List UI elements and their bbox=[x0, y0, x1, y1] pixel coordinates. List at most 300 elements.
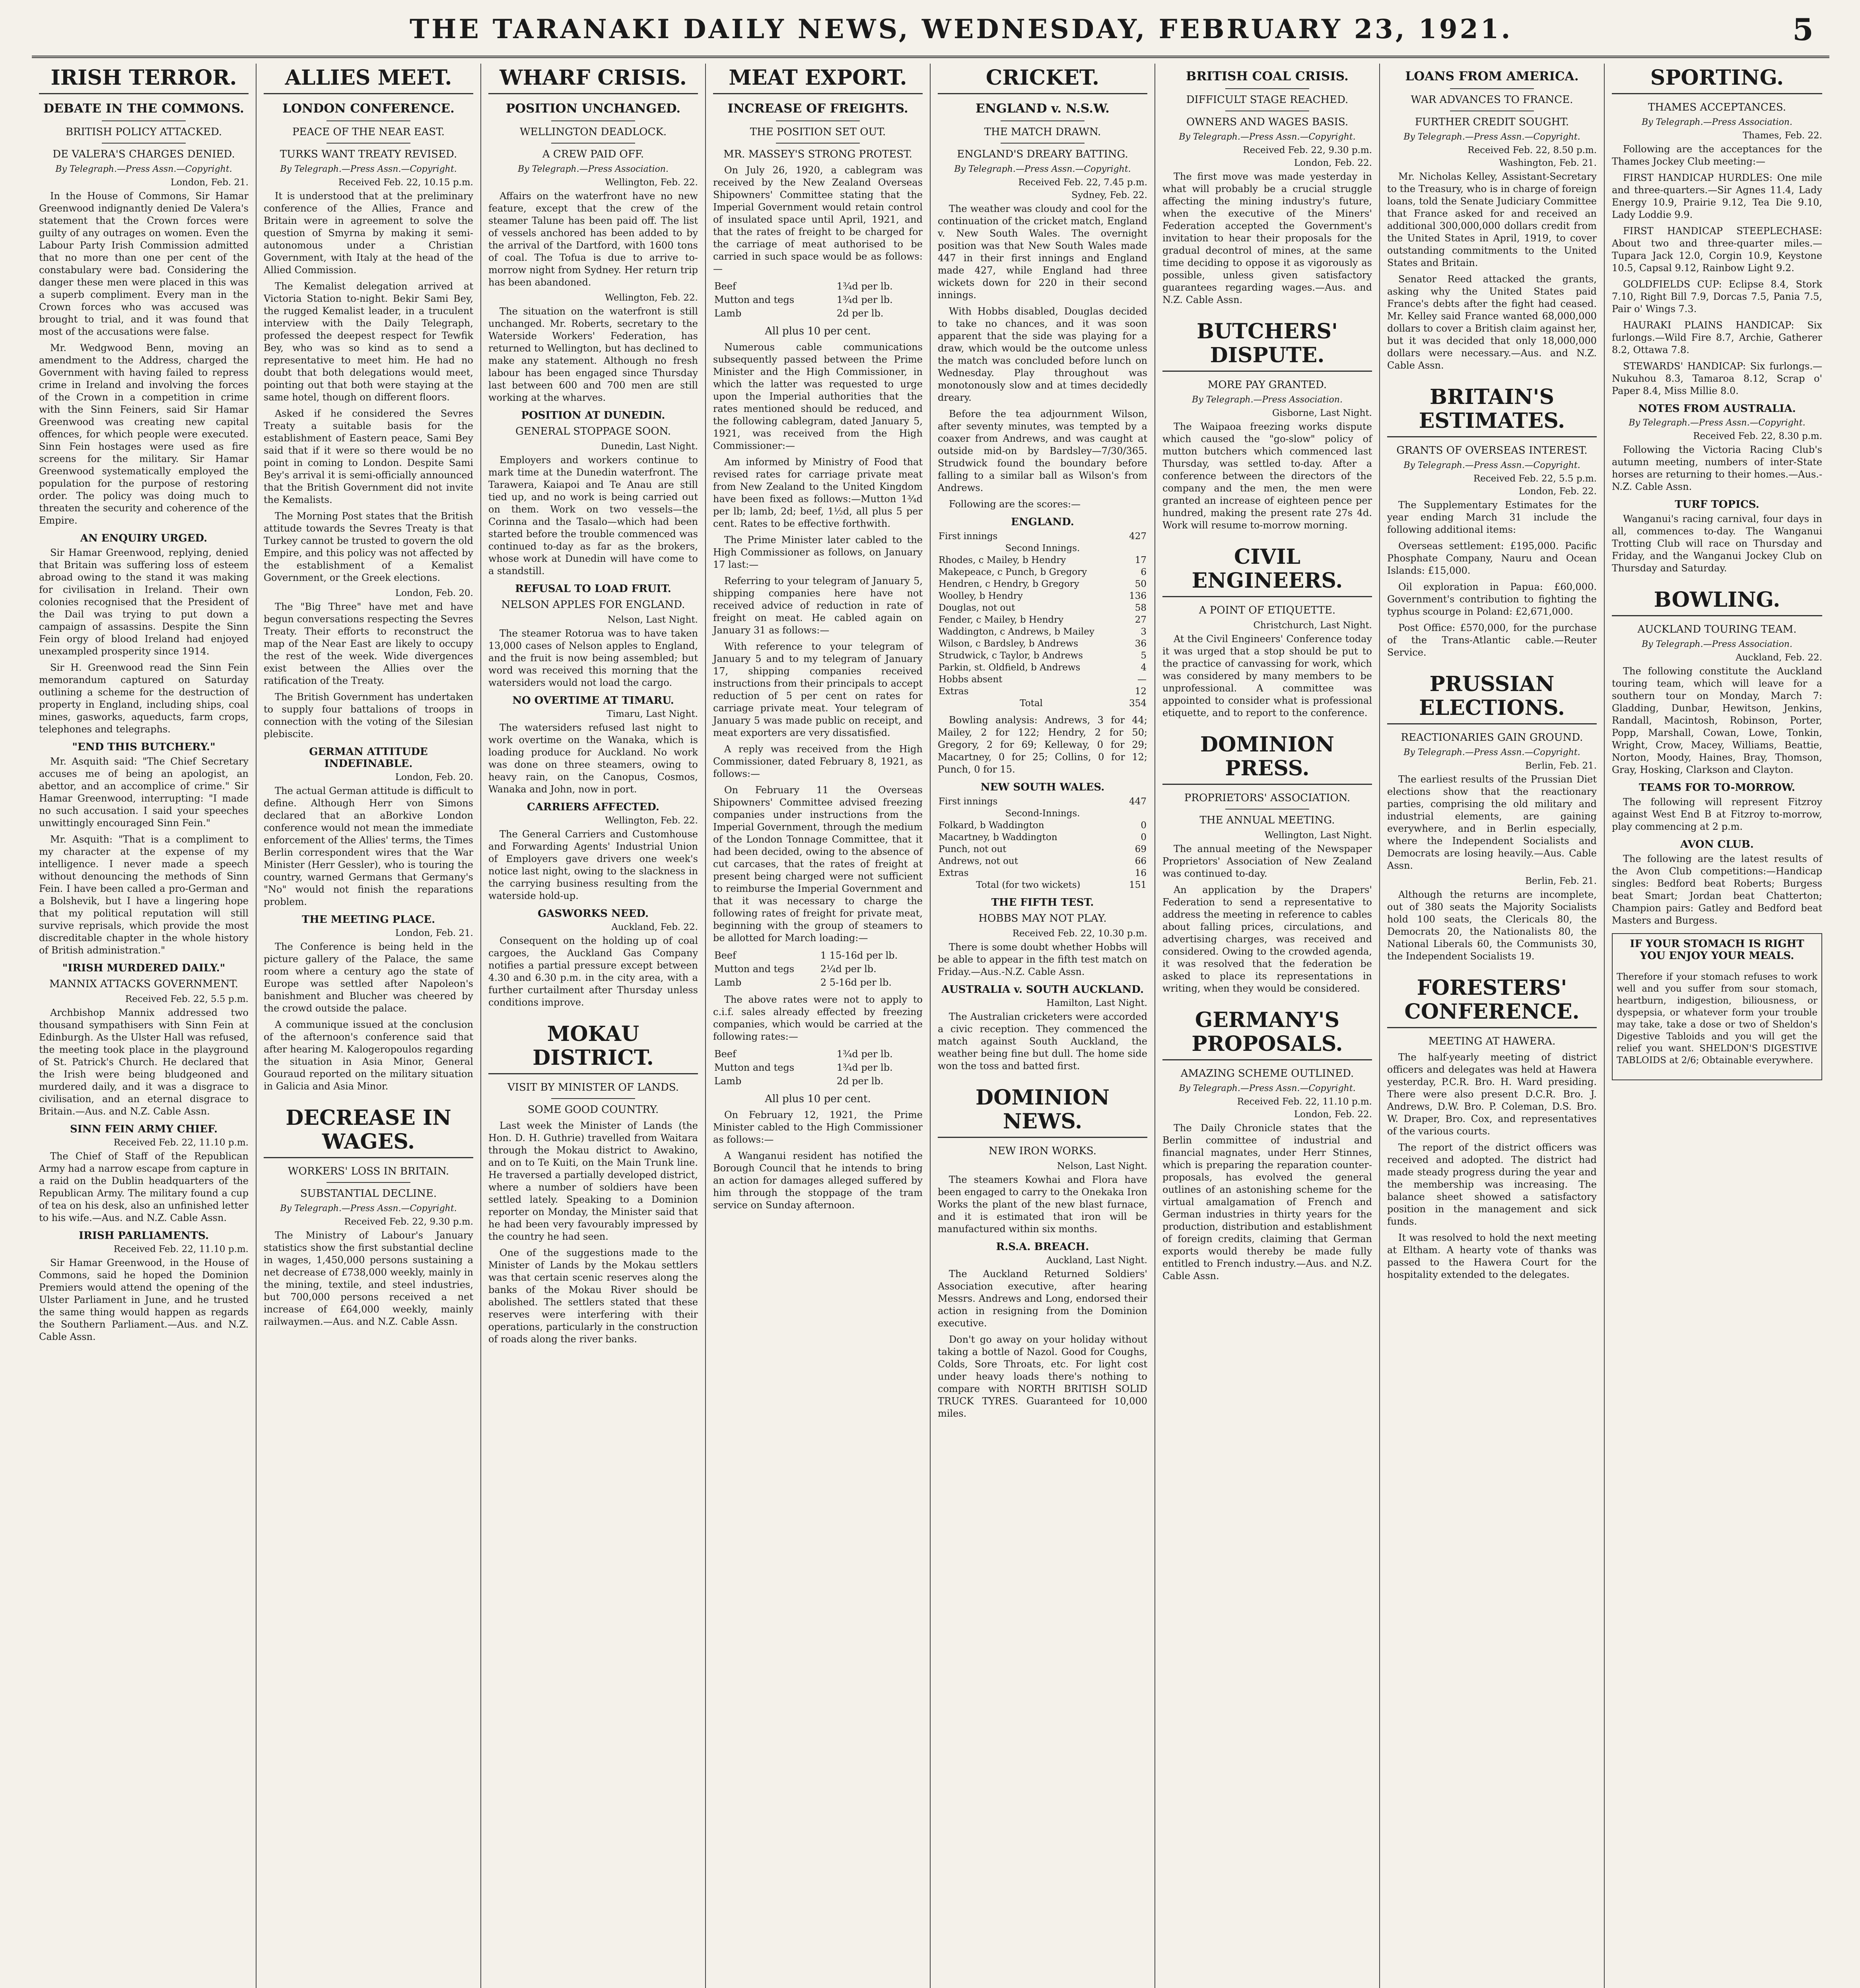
advertisement: Don't go away on your holiday without taking a bottle of Nazol. Good for Coughs, Colds, Sore Throats, etc. For light cost under heavy loads there's nothing to compare with NORTH BRITISH SOLID TRUCK TYRES. Guaranteed for 10,000 miles. bbox=[938, 1334, 1147, 1419]
innings-label: First innings bbox=[939, 531, 998, 542]
section-heading: "IRISH MURDERED DAILY." bbox=[62, 962, 225, 974]
headline: BRITISH COAL CRISIS. bbox=[1186, 69, 1349, 83]
paragraph: The Daily Chronicle states that the Berlin committee of industrial and financial magnates, under Herr Stinnes, which is preparing the reparation counter-proposals, has evolved the general outlines of an astonishing scheme for the virtual amalgamation of French and German industries in thirty years for the production, distribution and establishment of foreign credits, claiming that German exports would thereby be made fully entitled to French industry.—Aus. and N.Z. Cable Assn. bbox=[1162, 1122, 1372, 1281]
rate-value: 1¾d per lb. bbox=[836, 294, 893, 305]
dateline: Wellington, Feb. 22. bbox=[605, 293, 698, 303]
subheading: MEETING AT HAWERA. bbox=[1428, 1035, 1556, 1047]
divider bbox=[776, 143, 860, 144]
paragraph: Mr. Nicholas Kelley, Assistant-Secretary to the Treasury, who is in charge of foreign loans, told the Senate Judiciary Committee that France asked for and received an additional 300,000,000 dollars credit from the United States in April, 1919, to cover outstanding commitments to the United States and Britain. bbox=[1387, 171, 1597, 268]
table-row bbox=[714, 293, 922, 306]
divider bbox=[327, 120, 410, 121]
subheading: A POINT OF ETIQUETTE. bbox=[1199, 604, 1336, 616]
table-row bbox=[714, 307, 922, 320]
paragraph: Sir H. Greenwood read the Sinn Fein memorandum captured on Saturday outlining a scheme for the destruction of property in England, including ships, coal mines, gasworks, aqueducts, farm crops, telephones and telegraphs. bbox=[39, 662, 249, 735]
section-heading: NO OVERTIME AT TIMARU. bbox=[512, 695, 674, 707]
paragraph: On February 12, 1921, the Prime Minister cabled to the High Commissioner as follows:— bbox=[713, 1109, 923, 1145]
runs: 16 bbox=[1135, 868, 1147, 878]
dateline: London, Feb. 22. bbox=[1518, 486, 1597, 497]
headline: BOWLING. bbox=[1612, 588, 1822, 616]
section-heading: REFUSAL TO LOAD FRUIT. bbox=[515, 583, 671, 595]
story-dominion-press bbox=[1162, 733, 1372, 995]
divider bbox=[1001, 120, 1085, 121]
rate-value: 2d per lb. bbox=[836, 1076, 884, 1087]
subheading: ENGLAND'S DREARY BATTING. bbox=[957, 148, 1128, 160]
table-row bbox=[938, 614, 1147, 626]
story-germany-proposals bbox=[1162, 1008, 1372, 1282]
column-2 bbox=[257, 64, 481, 1988]
table-row bbox=[714, 1075, 922, 1087]
batsman: Macartney, b Waddington bbox=[939, 832, 1057, 843]
dateline: London, Feb. 22. bbox=[1294, 158, 1372, 168]
paragraph: In the House of Commons, Sir Hamar Greenwood indignantly denied De Valera's statement that the Crown forces were guilty of any outrages on women. Even the Labour Party Irish Commission admitted that no more than one per cent of the constabulary were bad. Considering the danger these men were placed in this was a superb compliment. Every man in the Crown forces who was accused was brought to trial, and it was found that most of the accusations were false. bbox=[39, 190, 249, 337]
story-butchers-dispute bbox=[1162, 320, 1372, 532]
rates-note: All plus 10 per cent. bbox=[765, 1093, 871, 1105]
story-britains-estimates bbox=[1387, 385, 1597, 659]
batsman: Hobbs absent bbox=[939, 674, 1003, 685]
paragraph: FIRST HANDICAP HURDLES: One mile and three-quarters.—Sir Agnes 11.4, Lady Energy 10.9, Prairie 9.12, Tea Die 9.10, Lady Loddie 9.9. bbox=[1612, 172, 1822, 220]
paragraph: The Prime Minister later cabled to the High Commissioner as follows, on January 17 last:— bbox=[713, 534, 923, 570]
dateline: Washington, Feb. 21. bbox=[1499, 158, 1597, 168]
divider bbox=[327, 1182, 410, 1183]
rate-item: Mutton and tegs bbox=[714, 1062, 795, 1073]
paragraph: An application by the Drapers' Federation to send a representative to address the meeting in reference to cables about falling prices, circulations, and advertising charges, was received and considered. Owing to the crowded agenda, it was resolved that the federation be asked to place its representations in writing, when they would be considered. bbox=[1162, 884, 1372, 994]
column-1 bbox=[32, 64, 257, 1988]
table-row bbox=[714, 976, 922, 989]
headline: BUTCHERS' DISPUTE. bbox=[1162, 320, 1372, 372]
subheading: WELLINGTON DEADLOCK. bbox=[519, 126, 667, 138]
table-row bbox=[938, 554, 1147, 566]
freight-rates-table bbox=[713, 1047, 923, 1088]
innings-label: Second Innings. bbox=[1005, 543, 1080, 553]
batsman: Extras bbox=[939, 686, 969, 697]
dateline: Received Feb. 22, 9.30 p.m. bbox=[344, 1217, 473, 1227]
dateline: Received Feb. 22, 10.30 p.m. bbox=[1012, 928, 1147, 939]
subheading: THE MATCH DRAWN. bbox=[984, 126, 1101, 138]
scoreboard-england bbox=[938, 530, 1147, 709]
table-row bbox=[938, 697, 1147, 709]
runs: 0 bbox=[1141, 820, 1147, 831]
column-4 bbox=[706, 64, 931, 1988]
subheading: MR. MASSEY'S STRONG PROTEST. bbox=[723, 148, 912, 160]
paragraph: HAURAKI PLAINS HANDICAP: Six furlongs.—Wild Fire 8.7, Archie, Gatherer 8.2, Ottawa 7.8. bbox=[1612, 320, 1822, 355]
column-7 bbox=[1380, 64, 1605, 1988]
batsman: Rhodes, c Mailey, b Hendry bbox=[939, 555, 1066, 565]
ad-text: Therefore if your stomach refuses to work well and you suffer from sour stomach, heartburn, indigestion, biliousness, or dyspepsia, or whatever form your trouble may take, take a dose or two of Sheldon's Digestive Tabloids and you will get the relief you want. SHELDON'S DIGESTIVE TABLOIDS at 2/6; Obtainable everywhere. bbox=[1617, 972, 1817, 1066]
paragraph: Mr. Asquith: "That is a compliment to my character at the expense of my intelligence. I never made a speech without denouncing the methods of Sinn Fein. I have been called a pro-German and a Bolshevik, but I have a lingering hope that my political reputation will still survive reprisals, which provide the most discreditable chapter in the whole history of British administration." bbox=[39, 834, 249, 956]
section-heading: CARRIERS AFFECTED. bbox=[527, 801, 659, 813]
divider bbox=[1225, 88, 1309, 89]
story-prussian-elections bbox=[1387, 672, 1597, 963]
paragraph: The British Government has undertaken to supply four battalions of troops in connection with the voting of the Silesian plebiscite. bbox=[264, 691, 473, 740]
subheading: NEW IRON WORKS. bbox=[988, 1145, 1097, 1157]
rate-value: 2 5-16d per lb. bbox=[820, 977, 892, 988]
table-row bbox=[938, 674, 1147, 685]
paragraph: Referring to your telegram of January 5, shipping companies here have not received advice of reduction in rate of freight on meat. He cabled again on January 31 as follows:— bbox=[713, 575, 923, 636]
paragraph: Sir Hamar Greenwood, replying, denied that Britain was suffering loss of esteem abroad owing to the stand it was making for civilisation in Ireland. Their own colonies recognised that the President of the Dail was trying to put down a campaign of assassins. Despite the Sinn Fein orgy of blood Ireland had enjoyed unexampled prosperity since 1914. bbox=[39, 547, 249, 657]
byline: By Telegraph.—Press Association. bbox=[1642, 117, 1792, 127]
dateline: Nelson, Last Night. bbox=[607, 615, 698, 625]
rate-item: Mutton and tegs bbox=[714, 294, 795, 305]
paragraph: The Ministry of Labour's January statistics show the first substantial decline in wages, 1,450,000 persons sustaining a net decrease of £738,000 weekly, mainly in the mining, textile, and steel industries, but 700,000 persons received a net increase of £64,000 weekly, mainly railwaymen.—Aus. and N.Z. Cable Assn. bbox=[264, 1230, 473, 1327]
paragraph: Following are the scores:— bbox=[949, 499, 1081, 510]
story-foresters-conference bbox=[1387, 976, 1597, 1281]
dateline: Dunedin, Last Night. bbox=[601, 441, 698, 452]
headline: CIVIL ENGINEERS. bbox=[1162, 545, 1372, 597]
dateline: Received Feb. 22, 5.5 p.m. bbox=[1473, 474, 1597, 484]
batsman: Woolley, b Hendry bbox=[939, 591, 1023, 601]
subheading: PROPRIETORS' ASSOCIATION. bbox=[1184, 792, 1351, 804]
paragraph: Overseas settlement: £195,000. Pacific Phosphate Company, Nauru and Ocean Islands: £15,000. bbox=[1387, 540, 1597, 576]
batsman: Hendren, c Hendry, b Gregory bbox=[939, 579, 1079, 589]
batsman: Extras bbox=[939, 868, 969, 878]
freight-rates-table bbox=[713, 948, 923, 990]
batsman: Makepeace, c Punch, b Gregory bbox=[939, 567, 1087, 577]
paragraph: Following the Victoria Racing Club's autumn meeting, numbers of inter-State horses are returning to their homes.—Aus.-N.Z. Cable Assn. bbox=[1612, 444, 1822, 492]
dateline: Received Feb. 22, 11.10 p.m. bbox=[113, 1244, 249, 1254]
story-sporting bbox=[1612, 66, 1822, 575]
rate-item: Lamb bbox=[714, 977, 742, 988]
table-row bbox=[938, 819, 1147, 831]
section-heading: TEAMS FOR TO-MORROW. bbox=[1639, 782, 1795, 794]
paragraph: Am informed by Ministry of Food that revised rates for carriage private meat from New Zealand to the United Kingdom have been fixed as follows:—Mutton 1¾d per lb; lamb, 2d; beef, 1½d, all plus 5 per cent. Rates to be effective forthwith. bbox=[713, 456, 923, 529]
paragraph: The Conference is being held in the picture gallery of the Palace, the same room where a century ago the state of Europe was settled after Napoleon's banishment and Blucher was cheered by the crowd outside the palace. bbox=[264, 941, 473, 1014]
paragraph: Employers and workers continue to mark time at the Dunedin waterfront. The Tarawera, Kaiapoi and Te Anau are still tied up, and no work is being carried out on them. Work on two vessels—the Corinna and the Tasalo—which had been started before the trouble commenced was continued to-day as far as the brokers, whose work at Dunedin will have come to a standstill. bbox=[488, 454, 698, 577]
section-heading: THE MEETING PLACE. bbox=[301, 914, 435, 926]
paragraph: The "Big Three" have met and have begun conversations respecting the Sevres Treaty. Their efforts to reconstruct the map of the Near East are likely to occupy the rest of the week. Wide divergences exist between the Allies over the ratification of the Treaty. bbox=[264, 601, 473, 686]
story-british-coal-crisis bbox=[1162, 68, 1372, 306]
dateline: Hamilton, Last Night. bbox=[1046, 998, 1147, 1008]
dateline: Wellington, Last Night. bbox=[1264, 830, 1372, 841]
dateline: London, Feb. 21. bbox=[170, 177, 249, 188]
freight-rates-table bbox=[713, 279, 923, 320]
story-civil-engineers bbox=[1162, 545, 1372, 719]
dateline: London, Feb. 20. bbox=[395, 588, 473, 598]
paragraph: Senator Reed attacked the grants, asking why the United States paid France's debts after the fight had ceased. Mr. Kelley said France wanted 68,000,000 dollars to cover a British claim against her, but it was decided that only 18,000,000 dollars were necessary.—Aus. and N.Z. Cable Assn. bbox=[1387, 274, 1597, 371]
dateline: Received Feb. 22, 11.10 p.m. bbox=[1237, 1097, 1372, 1107]
dateline: Sydney, Feb. 22. bbox=[1071, 190, 1147, 200]
page-number: 5 bbox=[1792, 12, 1813, 47]
story-irish-terror bbox=[39, 66, 249, 1343]
divider bbox=[327, 143, 410, 144]
paragraph: Following are the acceptances for the Thames Jockey Club meeting:— bbox=[1612, 144, 1822, 167]
runs: 12 bbox=[1135, 686, 1147, 697]
table-row bbox=[938, 602, 1147, 614]
paragraph: The earliest results of the Prussian Diet elections show that the reactionary parties, comprising the old military and industrial elements, are gaining everywhere, and in Berlin especially, where the Independent Socialists and Democrats are losing heavily.—Aus. Cable Assn. bbox=[1387, 774, 1597, 871]
subheading: A CREW PAID OFF. bbox=[542, 148, 644, 160]
table-row bbox=[938, 831, 1147, 843]
section-heading: GERMAN ATTITUDE INDEFINABLE. bbox=[309, 746, 428, 770]
paragraph: Asked if he considered the Sevres Treaty a suitable basis for the establishment of Eastern peace, Sami Bey said that if it were so there would be no point in coming to London. Despite Sami Bey's arrival it is semi-officially announced that the British Government did not invite the Kemalists. bbox=[264, 408, 473, 505]
byline: By Telegraph.—Press Assn.—Copyright. bbox=[1629, 418, 1806, 428]
runs: — bbox=[1137, 674, 1147, 685]
byline: By Telegraph.—Press Assn.—Copyright. bbox=[1179, 1083, 1356, 1093]
table-row bbox=[938, 638, 1147, 650]
column-3 bbox=[481, 64, 706, 1988]
paragraph: Last week the Minister of Lands (the Hon. D. H. Guthrie) travelled from Waitara through the Mokau district to Awakino, and on to Te Kuiti, on the Main Trunk line. He traversed a partially developed district, where a number of soldiers have been settled lately. Speaking to a Dominion reporter on Monday, the Minister said that he had been very favourably impressed by the country he had seen. bbox=[488, 1120, 698, 1242]
paragraph: Archbishop Mannix addressed two thousand sympathisers with Sinn Fein at Edinburgh. As the Ulster Hall was refused, the meeting took place in the playground of St. Patrick's Church. He declared that the Irish were being bludgeoned and murdered daily, and it was a disgrace to civilisation, and an eternal disgrace to Britain.—Aus. and N.Z. Cable Assn. bbox=[39, 1007, 249, 1117]
batsman: Punch, not out bbox=[939, 844, 1007, 854]
subheading: GRANTS OF OVERSEAS INTEREST. bbox=[1396, 445, 1588, 456]
paragraph: The steamers Kowhai and Flora have been engaged to carry to the Onekaka Iron Works the plant of the new blast furnace, and it is estimated that iron will be manufactured within six months. bbox=[938, 1174, 1147, 1235]
headline: PRUSSIAN ELECTIONS. bbox=[1387, 672, 1597, 724]
divider bbox=[102, 143, 186, 144]
subheading: GENERAL STOPPAGE SOON. bbox=[515, 425, 671, 437]
columns bbox=[32, 64, 1829, 1988]
total-label: Total (for two wickets) bbox=[976, 880, 1081, 890]
byline: By Telegraph.—Press Assn.—Copyright. bbox=[1403, 132, 1580, 142]
table-row bbox=[714, 963, 922, 975]
dateline: Berlin, Feb. 21. bbox=[1525, 761, 1597, 771]
total-score: 354 bbox=[1129, 698, 1147, 709]
subheading: AMAZING SCHEME OUTLINED. bbox=[1180, 1068, 1354, 1079]
total-label: Total bbox=[1020, 698, 1043, 709]
paragraph: Wanganui's racing carnival, four days in all, commences to-day. The Wanganui Trotting Club will race on Thursday and Friday, and the Wanganui Jockey Club on Thursday and Saturday. bbox=[1612, 513, 1822, 574]
dateline: Auckland, Last Night. bbox=[1046, 1255, 1147, 1266]
paragraph: The weather was cloudy and cool for the continuation of the cricket match, England v. New South Wales. The overnight position was that New South Wales made 447 in their first innings and England made 427, while England had three wickets down for 220 in their second innings. bbox=[938, 203, 1147, 301]
subheading: SOME GOOD COUNTRY. bbox=[527, 1104, 659, 1116]
dateline: Received Feb. 22, 9.30 p.m. bbox=[1243, 145, 1372, 155]
masthead bbox=[32, 8, 1829, 58]
rate-item: Lamb bbox=[714, 308, 742, 319]
table-row bbox=[714, 280, 922, 293]
runs: 69 bbox=[1135, 844, 1147, 854]
runs: 136 bbox=[1129, 591, 1147, 601]
paragraph: The actual German attitude is difficult to define. Although Herr von Simons declared that an aBorkive London conference would not mean the immediate enforcement of the Allies' terms, the Times Berlin correspondent wires that the War Minister (Herr Gessler), who is touring the country, warned Germans that Germany's "No" would not finish the reparations problem. bbox=[264, 785, 473, 907]
batsman: Folkard, b Waddington bbox=[939, 820, 1044, 831]
paragraph: STEWARDS' HANDICAP: Six furlongs.—Nukuhou 8.3, Tamaroa 8.12, Scrap o' Paper 8.4, Miss Millie 8.0. bbox=[1612, 361, 1822, 396]
paragraph: With reference to your telegram of January 5 and to my telegram of January 17, shipping companies received instructions from their principals to accept reduction of 5 per cent on rates for carriage private meat. Your telegram of January 5 was made public on receipt, and meat exporters are very dissatisfied. bbox=[713, 641, 923, 738]
table-row bbox=[938, 566, 1147, 578]
paragraph: The following constitute the Auckland touring team, which will leave for a southern tour on Monday, March 7: Gladding, Dunbar, Hewitson, Jenkins, Randall, Macintosh, Robinson, Porter, Popp, Marshall, Cowan, Lowe, Tonkin, Wright, Crow, Macey, Williams, Beattie, Norton, Moody, Haines, Bray, Thomson, Gray, Hosking, Clarkson and Clayton. bbox=[1612, 666, 1822, 775]
dateline: Auckland, Feb. 22. bbox=[611, 922, 698, 932]
runs: 4 bbox=[1141, 662, 1147, 673]
table-row bbox=[938, 650, 1147, 662]
rate-item: Beef bbox=[714, 950, 736, 961]
paragraph: The Kemalist delegation arrived at Victoria Station to-night. Bekir Sami Bey, the rugged Kemalist leader, in a truculent interview with the Daily Telegraph, professed the deepest respect for Tewfik Bey, who was so kind as to send a representative to meet him. He had no doubt that both delegations would meet, pointing out that both were staying at the same hotel, though on different floors. bbox=[264, 281, 473, 403]
byline: By Telegraph.—Press Assn.—Copyright. bbox=[1403, 747, 1580, 757]
rate-value: 1 15-16d per lb. bbox=[820, 950, 898, 961]
story-cricket bbox=[938, 66, 1147, 1072]
innings-score: 447 bbox=[1129, 796, 1147, 807]
dateline: Christchurch, Last Night. bbox=[1253, 620, 1372, 631]
scoreboard-nsw bbox=[938, 796, 1147, 891]
rate-value: 1¾d per lb. bbox=[836, 1062, 893, 1073]
paragraph: A reply was received from the High Commissioner, dated February 8, 1921, as follows:— bbox=[713, 744, 923, 779]
paragraph: Although the returns are incomplete, out of 380 seats the Majority Socialists hold 100 seats, the Clericals 80, the Democrats 20, the Nationalists 80, the National Liberals 60, the Communists 30, the Independent Socialists 19. bbox=[1387, 889, 1597, 962]
rates-note: All plus 10 per cent. bbox=[765, 325, 871, 337]
table-row bbox=[938, 530, 1147, 542]
subheading: NELSON APPLES FOR ENGLAND. bbox=[501, 599, 685, 611]
rate-item: Beef bbox=[714, 281, 736, 292]
paragraph: The watersiders refused last night to work overtime on the Wanaka, which is loading produce for Auckland. No work was done on three steamers, owing to heavy rain, on the Canopus, Cosmos, Wanaka and John, now in port. bbox=[488, 722, 698, 795]
subheading: AUCKLAND TOURING TEAM. bbox=[1637, 623, 1797, 635]
innings-label: First innings bbox=[939, 796, 998, 807]
section-heading: AN ENQUIRY URGED. bbox=[80, 532, 208, 544]
headline: SPORTING. bbox=[1612, 66, 1822, 94]
paragraph: Consequent on the holding up of coal cargoes, the Auckland Gas Company notifies a partial pressure except between 4.30 and 6.30 p.m. in the city area, with a further curtailment after Thursday unless conditions improve. bbox=[488, 935, 698, 1008]
headline: DOMINION PRESS. bbox=[1162, 733, 1372, 785]
innings-label: Second-Innings. bbox=[1005, 808, 1080, 819]
paragraph: It is understood that at the preliminary conference of the Allies, France and Britain were in agreement to solve the question of Smyrna by making it semi-autonomous under a Christian Government, with Italy at the head of the Allied Commission. bbox=[264, 190, 473, 276]
dateline: Received Feb. 22, 8.50 p.m. bbox=[1467, 145, 1597, 155]
story-decrease-in-wages bbox=[264, 1106, 473, 1328]
paragraph: The following will represent Fitzroy against West End B at Fitzroy to-morrow, play commencing at 2 p.m. bbox=[1612, 796, 1822, 832]
paragraph: There is some doubt whether Hobbs will be able to appear in the fifth test match on Friday.—Aus.-N.Z. Cable Assn. bbox=[938, 942, 1147, 977]
divider bbox=[1225, 809, 1309, 810]
subheading: INCREASE OF FREIGHTS. bbox=[727, 101, 908, 116]
rate-value: 1¾d per lb. bbox=[836, 1048, 893, 1060]
table-row bbox=[938, 879, 1147, 891]
runs: 0 bbox=[1141, 832, 1147, 843]
subheading: THE ANNUAL MEETING. bbox=[1199, 814, 1335, 826]
divider bbox=[551, 120, 635, 121]
paragraph: At the Civil Engineers' Conference today it was urged that a stop should be put to the practice of canvassing for work, which was considered by many members to be unprofessional. A committee was appointed to consider what is professional etiquette, and to report to the conference. bbox=[1162, 633, 1372, 718]
paragraph: The half-yearly meeting of district officers and delegates was held at Hawera yesterday, P.C.R. Bro. H. Ward presiding. There were also present D.C.R. Bro. J. Andrews, D.W. Bro. P. Coleman, D.S. Bro. W. Draper, Bro. Cox, and representatives of the various courts. bbox=[1387, 1052, 1597, 1137]
section-heading: SINN FEIN ARMY CHIEF. bbox=[70, 1123, 218, 1135]
headline: DECREASE IN WAGES. bbox=[264, 1106, 473, 1158]
paragraph: A Wanganui resident has notified the Borough Council that he intends to bring an action for damages alleged suffered by him through the stoppage of the tram service on Sunday afternoon. bbox=[713, 1150, 923, 1211]
headline: BRITAIN'S ESTIMATES. bbox=[1387, 385, 1597, 437]
section-heading: AVON CLUB. bbox=[1680, 839, 1754, 850]
story-loans-from-america bbox=[1387, 68, 1597, 372]
table-row bbox=[714, 1061, 922, 1074]
paragraph: The annual meeting of the Newspaper Proprietors' Association of New Zealand was continued to-day. bbox=[1162, 843, 1372, 879]
story-allies-meet bbox=[264, 66, 473, 1093]
paragraph: Before the tea adjournment Wilson, after seventy minutes, was tempted by a coaxer from Andrews, and was caught at outside mid-on by Bardsley—7/30/365. Strudwick found the boundary before falling to a similar ball as Wilson's from Andrews. bbox=[938, 408, 1147, 493]
table-row bbox=[938, 855, 1147, 867]
byline: By Telegraph.—Press Association. bbox=[1192, 395, 1343, 405]
section-heading: NOTES FROM AUSTRALIA. bbox=[1638, 403, 1796, 415]
subheading: LONDON CONFERENCE. bbox=[282, 101, 455, 116]
story-mokau-district bbox=[488, 1022, 698, 1345]
runs: 5 bbox=[1141, 650, 1147, 661]
dateline: London, Feb. 20. bbox=[395, 772, 473, 782]
newspaper-title: THE TARANAKI DAILY NEWS, WEDNESDAY, FEBRUARY 23, 1921. bbox=[410, 14, 1513, 45]
paragraph: The following are the latest results of the Avon Club competitions:—Handicap singles: Bedford beat Roberts; Burgess beat Smart; Jordan beat Chatterton; Champion pairs: Gatley and Bedford beat Masters and Burgess. bbox=[1612, 853, 1822, 926]
byline: By Telegraph.—Press Association. bbox=[518, 164, 669, 174]
team-heading: ENGLAND. bbox=[1011, 516, 1074, 528]
subheading: REACTIONARIES GAIN GROUND. bbox=[1401, 732, 1583, 744]
subheading: DEBATE IN THE COMMONS. bbox=[43, 101, 244, 116]
total-score: 151 bbox=[1129, 880, 1147, 890]
paragraph: The Waipaoa freezing works dispute which caused the "go-slow" policy of mutton butchers which commenced last Thursday, was settled to-day. After a conference between the directors of the company and the men, the men were granted an increase of eighteen pence per hundred, making the present rate 27s 4d. Work will resume to-morrow morning. bbox=[1162, 421, 1372, 531]
divider bbox=[551, 143, 635, 144]
dateline: Gisborne, Last Night. bbox=[1272, 408, 1372, 418]
paragraph: On February 11 the Overseas Shipowners' Committee advised freezing companies under instructions from the Imperial Government, through the medium of the London Tonnage Committee, that it had been decided, owing to the absence of cut carcases, that the rates of freight at present being charged were not sufficient to reimburse the Imperial Government and that it was necessary to charge the following rates of freight for private meat, beginning with the group of steamers to be allotted for March loading:— bbox=[713, 784, 923, 944]
rate-value: 1¾d per lb. bbox=[836, 281, 893, 292]
dateline: London, Feb. 22. bbox=[1294, 1109, 1372, 1120]
subheading: THE POSITION SET OUT. bbox=[750, 126, 886, 138]
divider bbox=[1450, 88, 1534, 89]
headline: ALLIES MEET. bbox=[264, 66, 473, 94]
paragraph: Numerous cable communications subsequently passed between the Prime Minister and the High Commissioner, in which the latter was requested to urge upon the Imperial authorities that the rates mentioned should be reduced, and the following cablegram, dated January 5, 1921, was received from the High Commissioner:— bbox=[713, 342, 923, 451]
dateline: Received Feb. 22, 7.45 p.m. bbox=[1018, 177, 1147, 188]
section-heading: POSITION AT DUNEDIN. bbox=[521, 410, 665, 421]
innings-score: 427 bbox=[1129, 531, 1147, 542]
headline: MEAT EXPORT. bbox=[713, 66, 923, 94]
subheading: MORE PAY GRANTED. bbox=[1207, 379, 1327, 391]
headline: CRICKET. bbox=[938, 66, 1147, 94]
dateline: Thames, Feb. 22. bbox=[1743, 130, 1822, 141]
story-dominion-news bbox=[938, 1086, 1147, 1420]
table-row bbox=[938, 808, 1147, 819]
dateline: Received Feb. 22, 5.5 p.m. bbox=[125, 994, 249, 1004]
subheading: FURTHER CREDIT SOUGHT. bbox=[1415, 116, 1569, 128]
dateline: Wellington, Feb. 22. bbox=[605, 177, 698, 188]
rate-item: Mutton and tegs bbox=[714, 963, 795, 975]
batsman: Andrews, not out bbox=[939, 856, 1018, 866]
column-5 bbox=[931, 64, 1155, 1988]
advertisement bbox=[1612, 933, 1822, 1080]
paragraph: Mr. Wedgwood Benn, moving an amendment to the Address, charged the Government with having failed to repress crime in Ireland and involving the forces of the Crown in a competition in crime with the Sinn Feiners, said Sir Hamar Greenwood was creating new capital offences, for which people were executed. Sinn Fein hostages were used as fire screens for the military. Sir Hamar Greenwood systematically employed the population for the purpose of restoring order. The policy was doing much to threaten the security and coherence of the Empire. bbox=[39, 342, 249, 526]
subheading: TURKS WANT TREATY REVISED. bbox=[280, 148, 457, 160]
byline: By Telegraph.—Press Assn.—Copyright. bbox=[280, 164, 457, 174]
batsman: Waddington, c Andrews, b Mailey bbox=[939, 627, 1094, 637]
dateline: Timaru, Last Night. bbox=[606, 709, 698, 719]
byline: By Telegraph.—Press Assn.—Copyright. bbox=[1403, 460, 1580, 470]
table-row bbox=[938, 662, 1147, 674]
byline: By Telegraph.—Press Assn.—Copyright. bbox=[280, 1204, 457, 1213]
paragraph: The steamer Rotorua was to have taken 13,000 cases of Nelson apples to England, and the fruit is now being assembled; but word was received this morning that the watersiders would not load the cargo. bbox=[488, 628, 698, 688]
subheading: SUBSTANTIAL DECLINE. bbox=[300, 1188, 437, 1200]
headline: WHARF CRISIS. bbox=[488, 66, 698, 94]
batsman: Parkin, st. Oldfield, b Andrews bbox=[939, 662, 1081, 673]
story-wharf-crisis bbox=[488, 66, 698, 1009]
headline: MOKAU DISTRICT. bbox=[488, 1022, 698, 1074]
dateline: Received Feb. 22, 10.15 p.m. bbox=[338, 177, 473, 188]
dateline: Nelson, Last Night. bbox=[1057, 1161, 1147, 1171]
rate-item: Beef bbox=[714, 1048, 736, 1060]
rate-value: 2d per lb. bbox=[836, 308, 884, 319]
paragraph: The above rates were not to apply to c.i.f. sales already effected by freezing companies, which would be carried at the following rates:— bbox=[713, 994, 923, 1042]
runs: 66 bbox=[1135, 856, 1147, 866]
rate-value: 2¼d per lb. bbox=[820, 963, 877, 975]
runs: 17 bbox=[1135, 555, 1147, 565]
subheading: VISIT BY MINISTER OF LANDS. bbox=[507, 1081, 679, 1093]
section-heading: AUSTRALIA v. SOUTH AUCKLAND. bbox=[941, 984, 1144, 996]
section-heading: IRISH PARLIAMENTS. bbox=[79, 1230, 209, 1242]
runs: 3 bbox=[1141, 627, 1147, 637]
paragraph: Bowling analysis: Andrews, 3 for 44; Mailey, 2 for 122; Hendry, 2 for 50; Gregory, 2 for 69; Kelleway, 0 for 29; Macartney, 0 for 25; Collins, 0 for 12; Punch, 0 for 15. bbox=[938, 714, 1147, 775]
table-row bbox=[938, 626, 1147, 638]
section-heading: TURF TOPICS. bbox=[1675, 499, 1759, 511]
table-row bbox=[938, 796, 1147, 808]
table-row bbox=[714, 1048, 922, 1060]
byline: By Telegraph.—Press Assn.—Copyright. bbox=[1179, 132, 1356, 142]
paragraph: It was resolved to hold the next meeting at Eltham. A hearty vote of thanks was passed to the Hawera Court for the hospitality extended to the delegates. bbox=[1387, 1232, 1597, 1280]
byline: By Telegraph.—Press Assn.—Copyright. bbox=[954, 164, 1131, 174]
divider bbox=[102, 120, 186, 121]
dateline: Auckland, Feb. 22. bbox=[1736, 652, 1822, 663]
paragraph: The Supplementary Estimates for the year ending March 31 include the following additional items: bbox=[1387, 499, 1597, 535]
divider bbox=[776, 120, 860, 121]
paragraph: The first move was made yesterday in what will probably be a crucial struggle affecting the mining industry's future, when the executive of the Miners' Federation accepted the Government's invitation to hear their proposals for the gradual decontrol of mines, at the same time deciding to oppose it as vigorously as possible, unless given satisfactory guarantees regarding wages.—Aus. and N.Z. Cable Assn. bbox=[1162, 171, 1372, 305]
subheading: WORKERS' LOSS IN BRITAIN. bbox=[288, 1165, 449, 1177]
paragraph: A communique issued at the conclusion of the afternoon's conference said that after hearing M. Kalogeropoulos regarding the situation in Asia Minor, General Gouraud reported on the military situation in Galicia and Asia Minor. bbox=[264, 1019, 473, 1092]
headline: DOMINION NEWS. bbox=[938, 1086, 1147, 1138]
paragraph: The Auckland Returned Soldiers' Association executive, after hearing Messrs. Andrews and Long, endorsed their action in resigning from the Dominion executive. bbox=[938, 1268, 1147, 1329]
subheading: WAR ADVANCES TO FRANCE. bbox=[1411, 94, 1573, 106]
section-heading: R.S.A. BREACH. bbox=[996, 1241, 1089, 1253]
headline: IRISH TERROR. bbox=[39, 66, 249, 94]
divider bbox=[551, 1098, 635, 1099]
paragraph: Post Office: £570,000, for the purchase of the Trans-Atlantic cable.—Reuter Service. bbox=[1387, 622, 1597, 658]
table-row bbox=[938, 578, 1147, 590]
paragraph: Affairs on the waterfront have no new feature, except that the crew of the steamer Talune has been paid off. The list of vessels anchored has been added to by the arrival of the Dartford, with 1600 tons of coal. The Tofua is due to arrive to-morrow night from Sydney. Her return trip has been abandoned. bbox=[488, 190, 698, 288]
batsman: Fender, c Mailey, b Hendry bbox=[939, 615, 1064, 625]
dateline: Received Feb. 22, 8.30 p.m. bbox=[1693, 431, 1822, 441]
runs: 58 bbox=[1135, 603, 1147, 613]
